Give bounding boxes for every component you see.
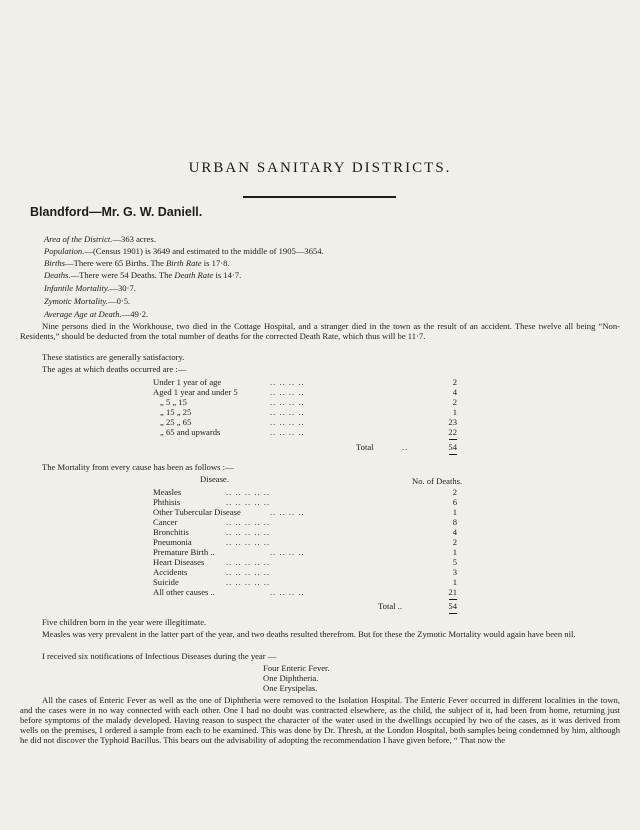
age-row-label: Under 1 year of age xyxy=(153,377,222,387)
leader-dots: .. xyxy=(402,442,409,452)
age-row-value: 1 xyxy=(452,407,457,417)
age-row-value: 4 xyxy=(452,387,457,397)
leader-dots: .. .. .. .. xyxy=(270,427,305,437)
disease-column-header: Disease. xyxy=(200,474,229,484)
district-heading: Blandford—Mr. G. W. Daniell. xyxy=(30,205,203,219)
notification-item: Four Enteric Fever. xyxy=(263,663,330,673)
diseases-total-label: Total .. xyxy=(378,601,402,611)
notification-item: One Diphtheria. xyxy=(263,673,319,683)
disease-row-label: Phthisis xyxy=(153,497,181,507)
sum-rule xyxy=(449,599,457,600)
fact-infantile-mortality: Infantile Mortality.—30·7. xyxy=(44,283,136,293)
leader-dots: .. .. .. .. .. xyxy=(226,487,271,497)
leader-dots: .. .. .. .. xyxy=(270,387,305,397)
disease-row-label: Heart Diseases xyxy=(153,557,205,567)
leader-dots: .. .. .. .. .. xyxy=(226,557,271,567)
disease-row-value: 2 xyxy=(452,537,457,547)
age-row-label: „ 15 „ 25 xyxy=(160,407,192,417)
ages-total-value: 54 xyxy=(448,442,457,452)
ages-total-label: Total xyxy=(356,442,374,452)
age-row-value: 22 xyxy=(448,427,457,437)
disease-row-value: 5 xyxy=(452,557,457,567)
paragraph-enteric-fever: All the cases of Enteric Fever as well as the one of Diphtheria were removed to the Isolation Hospital. The Enteric Fever occurred in different localities in the town, and the cases were in no way connected with each other. One I had no doubt was contracted elsewhere, as the child, the subject of it, had been from home, returning just before symptoms of the malady developed. Having reason to suspect the character of the water used in the dwellings occupied by two of the cases, as it was derived from wells on the premises, I ordered a sample from each to be examined. This was done by Dr. Thresh, at the London Hospital, both samples being condemned by him, although he did not discover the Typhoid Bacillus. This bears out the advisability of adopting the recommendation I have given before, “ That now the xyxy=(20,695,620,745)
age-row-label: „ 25 „ 65 xyxy=(160,417,192,427)
disease-row-label: Measles xyxy=(153,487,182,497)
disease-row-value: 1 xyxy=(452,507,457,517)
leader-dots: .. .. .. .. xyxy=(270,397,305,407)
leader-dots: .. .. .. .. .. xyxy=(226,567,271,577)
paragraph-measles: Measles was very prevalent in the latter part of the year, and two deaths resulted therefrom. But for these the Zymotic Mortality would again have been nil. xyxy=(42,629,576,639)
leader-dots: .. .. .. .. xyxy=(270,417,305,427)
leader-dots: .. .. .. .. .. xyxy=(226,577,271,587)
sum-rule xyxy=(449,454,457,455)
disease-row-value: 21 xyxy=(448,587,457,597)
disease-row-label: All other causes .. xyxy=(153,587,215,597)
fact-zymotic-mortality: Zymotic Mortality.—0·5. xyxy=(44,296,131,306)
fact-area: Area of the District.—363 acres. xyxy=(44,234,156,244)
disease-row-value: 1 xyxy=(452,547,457,557)
fact-births: Births—There were 65 Births. The Birth Rate is 17·8. xyxy=(44,258,230,268)
fact-average-age: Average Age at Death.—49·2. xyxy=(44,309,149,319)
paragraph-satisfactory: These statistics are generally satisfactory. xyxy=(42,352,185,362)
paragraph-illegitimate: Five children born in the year were illegitimate. xyxy=(42,617,207,627)
disease-row-value: 3 xyxy=(452,567,457,577)
age-row-value: 23 xyxy=(448,417,457,427)
age-row-value: 2 xyxy=(452,397,457,407)
leader-dots: .. .. .. .. xyxy=(270,587,305,597)
diseases-total-value: 54 xyxy=(448,601,457,611)
age-row-value: 2 xyxy=(452,377,457,387)
paragraph-non-residents: Nine persons died in the Workhouse, two died in the Cottage Hospital, and a stranger died in the town as the result of an accident. These twelve all being “Non-Residents,” should be deducted from the total number of deaths for the corrected Death Rate, which thus will be 11·7. xyxy=(20,321,620,341)
leader-dots: .. .. .. .. xyxy=(270,507,305,517)
disease-row-label: Suicide xyxy=(153,577,179,587)
disease-row-value: 1 xyxy=(452,577,457,587)
leader-dots: .. .. .. .. xyxy=(270,547,305,557)
disease-row-label: Cancer xyxy=(153,517,178,527)
fact-population: Population.—(Census 1901) is 3649 and estimated to the middle of 1905—3654. xyxy=(44,246,324,256)
mortality-intro: The Mortality from every cause has been as follows :— xyxy=(42,462,234,472)
leader-dots: .. .. .. .. .. xyxy=(226,497,271,507)
disease-row-value: 8 xyxy=(452,517,457,527)
age-row-label: „ 5 „ 15 xyxy=(160,397,187,407)
disease-row-value: 2 xyxy=(452,487,457,497)
age-row-label: „ 65 and upwards xyxy=(160,427,221,437)
leader-dots: .. .. .. .. .. xyxy=(226,537,271,547)
leader-dots: .. .. .. .. .. xyxy=(226,517,271,527)
title-divider xyxy=(243,196,396,198)
disease-row-label: Accidents xyxy=(153,567,188,577)
sum-rule xyxy=(449,613,457,614)
paragraph-ages-intro: The ages at which deaths occurred are :— xyxy=(42,364,187,374)
disease-row-label: Bronchitis xyxy=(153,527,189,537)
page-title: URBAN SANITARY DISTRICTS. xyxy=(188,160,452,176)
fact-deaths: Deaths.—There were 54 Deaths. The Death Rate is 14·7. xyxy=(44,270,242,280)
deaths-column-header: No. of Deaths. xyxy=(412,476,463,486)
leader-dots: .. .. .. .. xyxy=(270,377,305,387)
disease-row-label: Other Tubercular Disease xyxy=(153,507,241,517)
notification-item: One Erysipelas. xyxy=(263,683,318,693)
leader-dots: .. .. .. .. xyxy=(270,407,305,417)
leader-dots: .. .. .. .. .. xyxy=(226,527,271,537)
disease-row-value: 4 xyxy=(452,527,457,537)
disease-row-label: Premature Birth .. xyxy=(153,547,215,557)
disease-row-value: 6 xyxy=(452,497,457,507)
sum-rule xyxy=(449,439,457,440)
disease-row-label: Pneumonia xyxy=(153,537,192,547)
age-row-label: Aged 1 year and under 5 xyxy=(153,387,238,397)
paragraph-notifications-intro: I received six notifications of Infectious Diseases during the year — xyxy=(42,651,277,661)
